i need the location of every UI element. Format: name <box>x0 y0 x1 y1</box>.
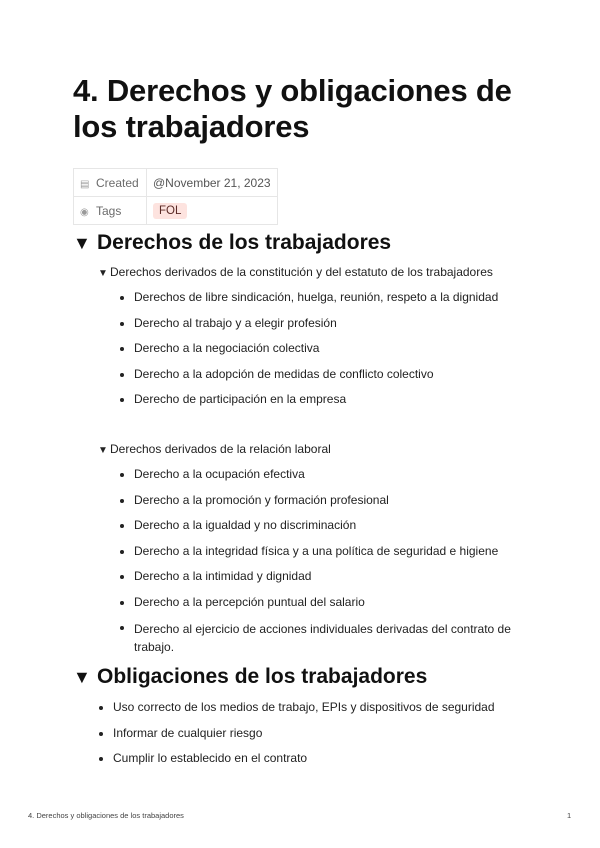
list-item: Derecho a la negociación colectiva <box>120 341 540 356</box>
group-relacion-list <box>120 467 520 656</box>
footer-page-number: 1 <box>567 811 572 820</box>
list-item: Derecho a la integridad física y a una política de seguridad e higiene <box>120 544 520 559</box>
list-item: Derecho a la promoción y formación profesional <box>120 493 520 508</box>
tags-value <box>147 197 278 225</box>
list-item: Derecho a la adopción de medidas de conflicto colectivo <box>120 367 540 382</box>
triangle-down-icon: ▼ <box>73 233 91 253</box>
list-item: Cumplir lo establecido en el contrato <box>99 751 539 766</box>
page-title: 4. Derechos y obligaciones de los trabajadores <box>73 73 512 144</box>
section-obligaciones-heading: Obligaciones de los trabajadores <box>97 665 428 688</box>
group-constitucion-toggle[interactable] <box>98 265 493 281</box>
list-item: Derecho de participación en la empresa <box>120 392 540 407</box>
group-constitucion-list <box>120 290 540 407</box>
list-item: Derecho al ejercicio de acciones individuales derivadas del contrato de trabajo. <box>120 620 520 656</box>
triangle-down-icon: ▼ <box>73 667 91 687</box>
group-constitucion-heading: Derechos derivados de la constitución y del estatuto de los trabajadores <box>110 265 493 279</box>
property-name-tags <box>74 197 147 225</box>
obligaciones-list <box>99 700 539 766</box>
property-row-tags <box>74 197 278 225</box>
list-item: Uso correcto de los medios de trabajo, EPIs y dispositivos de seguridad <box>99 700 539 715</box>
footer-title: 4. Derechos y obligaciones de los trabajadores <box>28 811 184 820</box>
tag-badge[interactable]: FOL <box>153 203 187 219</box>
list-item: Derecho a la intimidad y dignidad <box>120 569 520 584</box>
section-derechos-heading: Derechos de los trabajadores <box>97 231 392 254</box>
triangle-down-icon: ▼ <box>98 268 108 279</box>
property-name-created <box>74 169 147 197</box>
tag-circle-icon: ◉ <box>80 206 89 218</box>
calendar-icon: ▤ <box>80 178 90 190</box>
properties-table <box>73 168 278 225</box>
created-value: @November 21, 2023 <box>147 169 278 197</box>
list-item: Derecho a la ocupación efectiva <box>120 467 520 482</box>
list-item: Derecho al trabajo y a elegir profesión <box>120 316 540 331</box>
property-row-created <box>74 169 278 197</box>
section-derechos-toggle[interactable] <box>73 230 391 256</box>
created-label: Created <box>96 175 139 190</box>
list-item: Derechos de libre sindicación, huelga, reunión, respeto a la dignidad <box>120 290 540 305</box>
list-item: Derecho a la igualdad y no discriminación <box>120 518 520 533</box>
list-item: Informar de cualquier riesgo <box>99 726 539 741</box>
group-relacion-toggle[interactable] <box>98 442 331 458</box>
section-obligaciones-toggle[interactable] <box>73 664 427 690</box>
triangle-down-icon: ▼ <box>98 445 108 456</box>
tags-label: Tags <box>96 203 122 218</box>
list-item: Derecho a la percepción puntual del salario <box>120 595 520 610</box>
group-relacion-heading: Derechos derivados de la relación laboral <box>110 442 331 456</box>
